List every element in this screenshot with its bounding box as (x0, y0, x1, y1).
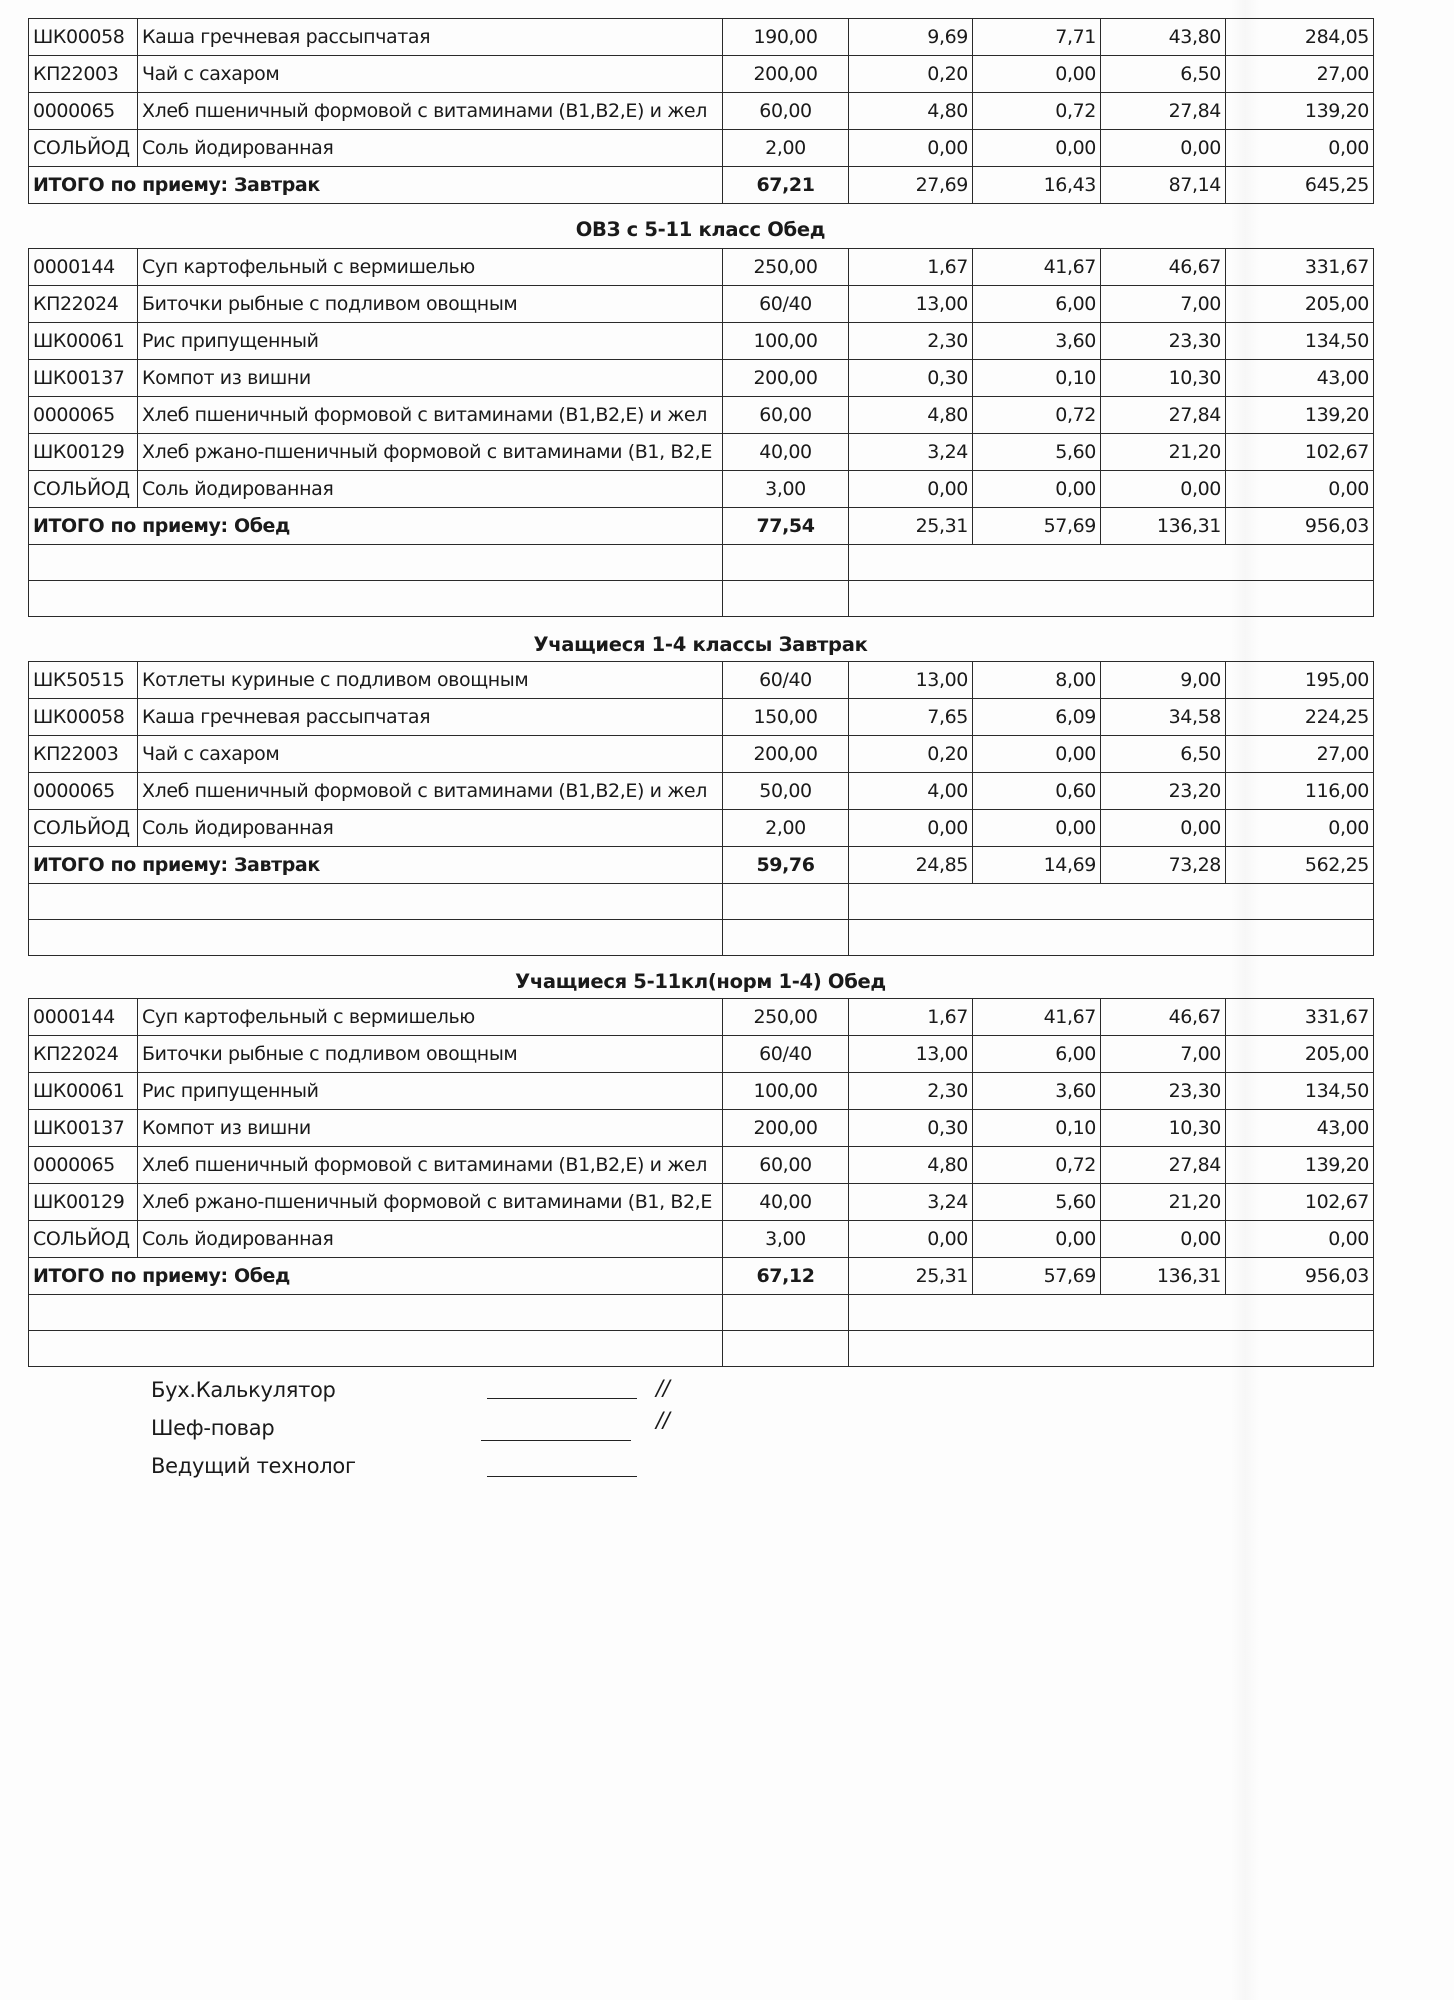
dish-weight: 60/40 (723, 286, 849, 323)
dish-code: СОЛЬЙОД (29, 810, 138, 847)
dish-code: КП22003 (29, 56, 138, 93)
dish-name: Суп картофельный с вермишелью (138, 249, 723, 286)
signature-line (487, 1476, 637, 1477)
dish-weight: 100,00 (723, 1073, 849, 1110)
table-row (29, 1073, 1374, 1110)
blank-cell (723, 545, 849, 581)
dish-protein: 0,20 (849, 56, 973, 93)
blank-cell (849, 1295, 1374, 1331)
dish-name: Биточки рыбные с подливом овощным (138, 1036, 723, 1073)
signature-block (151, 1378, 751, 1492)
dish-weight: 60/40 (723, 1036, 849, 1073)
total-protein: 25,31 (849, 508, 973, 545)
dish-fat: 0,00 (973, 1221, 1101, 1258)
dish-fat: 0,00 (973, 130, 1101, 167)
dish-fat: 0,10 (973, 360, 1101, 397)
dish-energy: 0,00 (1226, 130, 1374, 167)
dish-protein: 0,00 (849, 471, 973, 508)
dish-carbs: 0,00 (1101, 1221, 1226, 1258)
dish-weight: 250,00 (723, 249, 849, 286)
dish-carbs: 23,30 (1101, 323, 1226, 360)
blank-cell (849, 1331, 1374, 1367)
blank-row (29, 884, 1374, 920)
dish-name: Компот из вишни (138, 1110, 723, 1147)
signature-row (151, 1408, 751, 1454)
signature-slash: // (656, 1376, 670, 1400)
dish-energy: 284,05 (1226, 19, 1374, 56)
dish-carbs: 21,20 (1101, 434, 1226, 471)
dish-protein: 0,20 (849, 736, 973, 773)
section-title: ОВЗ с 5-11 класс Обед (575, 218, 826, 241)
dish-fat: 0,00 (973, 471, 1101, 508)
dish-weight: 100,00 (723, 323, 849, 360)
dish-name: Хлеб пшеничный формовой с витаминами (В1,В2,Е) и жел (138, 93, 723, 130)
total-row (29, 508, 1374, 545)
blank-row (29, 920, 1374, 956)
dish-code: КП22024 (29, 1036, 138, 1073)
blank-cell (849, 884, 1374, 920)
table-row (29, 249, 1374, 286)
dish-energy: 331,67 (1226, 249, 1374, 286)
total-weight: 59,76 (723, 847, 849, 884)
dish-name: Рис припущенный (138, 323, 723, 360)
signature-slash: // (656, 1408, 670, 1432)
table-row (29, 1184, 1374, 1221)
total-protein: 27,69 (849, 167, 973, 204)
meal-table-lunch-ovz (28, 248, 1374, 617)
blank-cell (723, 581, 849, 617)
table-row (29, 1221, 1374, 1258)
dish-name: Каша гречневая рассыпчатая (138, 19, 723, 56)
dish-weight: 200,00 (723, 736, 849, 773)
dish-carbs: 21,20 (1101, 1184, 1226, 1221)
blank-cell (849, 545, 1374, 581)
dish-weight: 200,00 (723, 1110, 849, 1147)
dish-code: ШК00129 (29, 434, 138, 471)
dish-carbs: 23,20 (1101, 773, 1226, 810)
dish-code: ШК00137 (29, 1110, 138, 1147)
total-label: ИТОГО по приему: Обед (29, 1258, 723, 1295)
dish-fat: 0,72 (973, 1147, 1101, 1184)
dish-weight: 200,00 (723, 360, 849, 397)
dish-protein: 4,80 (849, 397, 973, 434)
dish-weight: 3,00 (723, 1221, 849, 1258)
dish-code: 0000065 (29, 1147, 138, 1184)
meal-table-breakfast-1-4 (28, 661, 1374, 956)
total-protein: 25,31 (849, 1258, 973, 1295)
dish-carbs: 43,80 (1101, 19, 1226, 56)
total-fat: 14,69 (973, 847, 1101, 884)
dish-code: 0000065 (29, 773, 138, 810)
dish-code: 0000065 (29, 93, 138, 130)
dish-weight: 2,00 (723, 130, 849, 167)
dish-carbs: 46,67 (1101, 249, 1226, 286)
blank-cell (849, 581, 1374, 617)
total-fat: 57,69 (973, 508, 1101, 545)
total-energy: 645,25 (1226, 167, 1374, 204)
total-protein: 24,85 (849, 847, 973, 884)
dish-fat: 6,00 (973, 286, 1101, 323)
dish-code: ШК00058 (29, 19, 138, 56)
dish-protein: 9,69 (849, 19, 973, 56)
table-row (29, 93, 1374, 130)
total-fat: 57,69 (973, 1258, 1101, 1295)
dish-weight: 2,00 (723, 810, 849, 847)
dish-energy: 134,50 (1226, 323, 1374, 360)
dish-name: Компот из вишни (138, 360, 723, 397)
total-fat: 16,43 (973, 167, 1101, 204)
dish-code: КП22024 (29, 286, 138, 323)
signature-role: Ведущий технолог (151, 1454, 356, 1478)
blank-cell (29, 1295, 723, 1331)
dish-fat: 41,67 (973, 999, 1101, 1036)
total-energy: 956,03 (1226, 508, 1374, 545)
table-row (29, 19, 1374, 56)
dish-name: Хлеб пшеничный формовой с витаминами (В1,В2,Е) и жел (138, 773, 723, 810)
total-weight: 77,54 (723, 508, 849, 545)
dish-fat: 5,60 (973, 434, 1101, 471)
blank-row (29, 1331, 1374, 1367)
blank-cell (29, 1331, 723, 1367)
table-row (29, 130, 1374, 167)
dish-energy: 331,67 (1226, 999, 1374, 1036)
dish-fat: 0,60 (973, 773, 1101, 810)
dish-energy: 43,00 (1226, 1110, 1374, 1147)
dish-name: Соль йодированная (138, 810, 723, 847)
dish-name: Соль йодированная (138, 471, 723, 508)
table-row (29, 999, 1374, 1036)
dish-energy: 139,20 (1226, 397, 1374, 434)
dish-fat: 8,00 (973, 662, 1101, 699)
table-row (29, 1110, 1374, 1147)
dish-energy: 224,25 (1226, 699, 1374, 736)
dish-name: Биточки рыбные с подливом овощным (138, 286, 723, 323)
dish-protein: 4,80 (849, 1147, 973, 1184)
meal-table-breakfast-ovz (28, 18, 1374, 204)
table-row (29, 323, 1374, 360)
dish-fat: 7,71 (973, 19, 1101, 56)
dish-fat: 5,60 (973, 1184, 1101, 1221)
total-carbs: 136,31 (1101, 1258, 1226, 1295)
dish-weight: 60,00 (723, 397, 849, 434)
dish-name: Рис припущенный (138, 1073, 723, 1110)
dish-weight: 60,00 (723, 93, 849, 130)
dish-carbs: 10,30 (1101, 1110, 1226, 1147)
dish-protein: 0,00 (849, 1221, 973, 1258)
dish-carbs: 7,00 (1101, 286, 1226, 323)
blank-cell (723, 920, 849, 956)
dish-carbs: 27,84 (1101, 1147, 1226, 1184)
total-weight: 67,12 (723, 1258, 849, 1295)
dish-fat: 0,72 (973, 93, 1101, 130)
total-row (29, 167, 1374, 204)
section-title: Учащиеся 1-4 классы Завтрак (533, 633, 868, 656)
blank-cell (723, 1331, 849, 1367)
blank-cell (29, 545, 723, 581)
total-row (29, 1258, 1374, 1295)
dish-code: 0000144 (29, 249, 138, 286)
dish-energy: 27,00 (1226, 736, 1374, 773)
dish-fat: 0,00 (973, 736, 1101, 773)
dish-protein: 3,24 (849, 434, 973, 471)
dish-energy: 102,67 (1226, 1184, 1374, 1221)
dish-code: ШК00058 (29, 699, 138, 736)
signature-role: Бух.Калькулятор (151, 1378, 336, 1402)
dish-weight: 250,00 (723, 999, 849, 1036)
dish-carbs: 0,00 (1101, 130, 1226, 167)
dish-weight: 40,00 (723, 434, 849, 471)
dish-name: Хлеб ржано-пшеничный формовой с витаминами (В1, В2,Е (138, 1184, 723, 1221)
table-row (29, 286, 1374, 323)
dish-energy: 27,00 (1226, 56, 1374, 93)
signature-row (151, 1454, 751, 1492)
dish-energy: 139,20 (1226, 1147, 1374, 1184)
table-row (29, 662, 1374, 699)
dish-name: Каша гречневая рассыпчатая (138, 699, 723, 736)
dish-fat: 0,00 (973, 810, 1101, 847)
table-row (29, 1036, 1374, 1073)
blank-row (29, 1295, 1374, 1331)
dish-protein: 0,30 (849, 1110, 973, 1147)
dish-carbs: 27,84 (1101, 93, 1226, 130)
table-row (29, 699, 1374, 736)
total-carbs: 87,14 (1101, 167, 1226, 204)
dish-weight: 3,00 (723, 471, 849, 508)
dish-weight: 200,00 (723, 56, 849, 93)
dish-energy: 102,67 (1226, 434, 1374, 471)
dish-protein: 13,00 (849, 662, 973, 699)
dish-carbs: 7,00 (1101, 1036, 1226, 1073)
total-label: ИТОГО по приему: Обед (29, 508, 723, 545)
dish-energy: 134,50 (1226, 1073, 1374, 1110)
dish-protein: 7,65 (849, 699, 973, 736)
dish-protein: 4,80 (849, 93, 973, 130)
blank-cell (29, 581, 723, 617)
blank-cell (29, 884, 723, 920)
dish-code: ШК50515 (29, 662, 138, 699)
total-carbs: 136,31 (1101, 508, 1226, 545)
dish-weight: 60/40 (723, 662, 849, 699)
dish-code: ШК00061 (29, 1073, 138, 1110)
total-carbs: 73,28 (1101, 847, 1226, 884)
table-row (29, 736, 1374, 773)
total-weight: 67,21 (723, 167, 849, 204)
dish-energy: 43,00 (1226, 360, 1374, 397)
dish-code: ШК00061 (29, 323, 138, 360)
dish-carbs: 10,30 (1101, 360, 1226, 397)
dish-weight: 190,00 (723, 19, 849, 56)
dish-protein: 2,30 (849, 1073, 973, 1110)
dish-name: Котлеты куриные с подливом овощным (138, 662, 723, 699)
blank-cell (723, 1295, 849, 1331)
dish-name: Чай с сахаром (138, 736, 723, 773)
dish-fat: 0,00 (973, 56, 1101, 93)
total-label: ИТОГО по приему: Завтрак (29, 847, 723, 884)
dish-energy: 205,00 (1226, 286, 1374, 323)
table-row (29, 360, 1374, 397)
dish-code: ШК00137 (29, 360, 138, 397)
dish-name: Чай с сахаром (138, 56, 723, 93)
dish-carbs: 46,67 (1101, 999, 1226, 1036)
dish-name: Хлеб ржано-пшеничный формовой с витаминами (В1, В2,Е (138, 434, 723, 471)
dish-carbs: 9,00 (1101, 662, 1226, 699)
signature-role: Шеф-повар (151, 1416, 275, 1440)
dish-energy: 205,00 (1226, 1036, 1374, 1073)
dish-carbs: 0,00 (1101, 810, 1226, 847)
table-row (29, 397, 1374, 434)
dish-weight: 50,00 (723, 773, 849, 810)
dish-fat: 3,60 (973, 323, 1101, 360)
dish-energy: 0,00 (1226, 810, 1374, 847)
meal-table-lunch-5-11 (28, 998, 1374, 1367)
dish-fat: 41,67 (973, 249, 1101, 286)
dish-energy: 195,00 (1226, 662, 1374, 699)
total-energy: 956,03 (1226, 1258, 1374, 1295)
dish-energy: 0,00 (1226, 1221, 1374, 1258)
signature-line (487, 1398, 637, 1399)
dish-fat: 6,09 (973, 699, 1101, 736)
blank-row (29, 545, 1374, 581)
blank-cell (849, 920, 1374, 956)
dish-fat: 3,60 (973, 1073, 1101, 1110)
dish-name: Хлеб пшеничный формовой с витаминами (В1,В2,Е) и жел (138, 397, 723, 434)
dish-name: Хлеб пшеничный формовой с витаминами (В1,В2,Е) и жел (138, 1147, 723, 1184)
dish-weight: 150,00 (723, 699, 849, 736)
dish-carbs: 6,50 (1101, 56, 1226, 93)
dish-code: СОЛЬЙОД (29, 471, 138, 508)
total-label: ИТОГО по приему: Завтрак (29, 167, 723, 204)
dish-carbs: 6,50 (1101, 736, 1226, 773)
dish-protein: 13,00 (849, 286, 973, 323)
table-row (29, 471, 1374, 508)
dish-energy: 0,00 (1226, 471, 1374, 508)
dish-code: СОЛЬЙОД (29, 1221, 138, 1258)
dish-protein: 0,00 (849, 810, 973, 847)
dish-protein: 3,24 (849, 1184, 973, 1221)
dish-carbs: 0,00 (1101, 471, 1226, 508)
dish-code: СОЛЬЙОД (29, 130, 138, 167)
table-row (29, 810, 1374, 847)
dish-weight: 40,00 (723, 1184, 849, 1221)
total-row (29, 847, 1374, 884)
dish-weight: 60,00 (723, 1147, 849, 1184)
dish-protein: 1,67 (849, 999, 973, 1036)
table-row (29, 434, 1374, 471)
table-row (29, 773, 1374, 810)
dish-name: Соль йодированная (138, 130, 723, 167)
dish-carbs: 27,84 (1101, 397, 1226, 434)
blank-cell (29, 920, 723, 956)
dish-carbs: 23,30 (1101, 1073, 1226, 1110)
dish-protein: 1,67 (849, 249, 973, 286)
dish-code: КП22003 (29, 736, 138, 773)
dish-protein: 4,00 (849, 773, 973, 810)
dish-carbs: 34,58 (1101, 699, 1226, 736)
dish-name: Соль йодированная (138, 1221, 723, 1258)
total-energy: 562,25 (1226, 847, 1374, 884)
dish-protein: 13,00 (849, 1036, 973, 1073)
dish-fat: 0,72 (973, 397, 1101, 434)
dish-protein: 2,30 (849, 323, 973, 360)
dish-code: 0000065 (29, 397, 138, 434)
dish-protein: 0,30 (849, 360, 973, 397)
blank-cell (723, 884, 849, 920)
section-title: Учащиеся 5-11кл(норм 1-4) Обед (515, 970, 886, 993)
dish-energy: 139,20 (1226, 93, 1374, 130)
table-row (29, 56, 1374, 93)
dish-energy: 116,00 (1226, 773, 1374, 810)
dish-fat: 0,10 (973, 1110, 1101, 1147)
table-row (29, 1147, 1374, 1184)
dish-name: Суп картофельный с вермишелью (138, 999, 723, 1036)
dish-code: ШК00129 (29, 1184, 138, 1221)
blank-row (29, 581, 1374, 617)
dish-protein: 0,00 (849, 130, 973, 167)
signature-line (481, 1440, 631, 1441)
dish-fat: 6,00 (973, 1036, 1101, 1073)
dish-code: 0000144 (29, 999, 138, 1036)
